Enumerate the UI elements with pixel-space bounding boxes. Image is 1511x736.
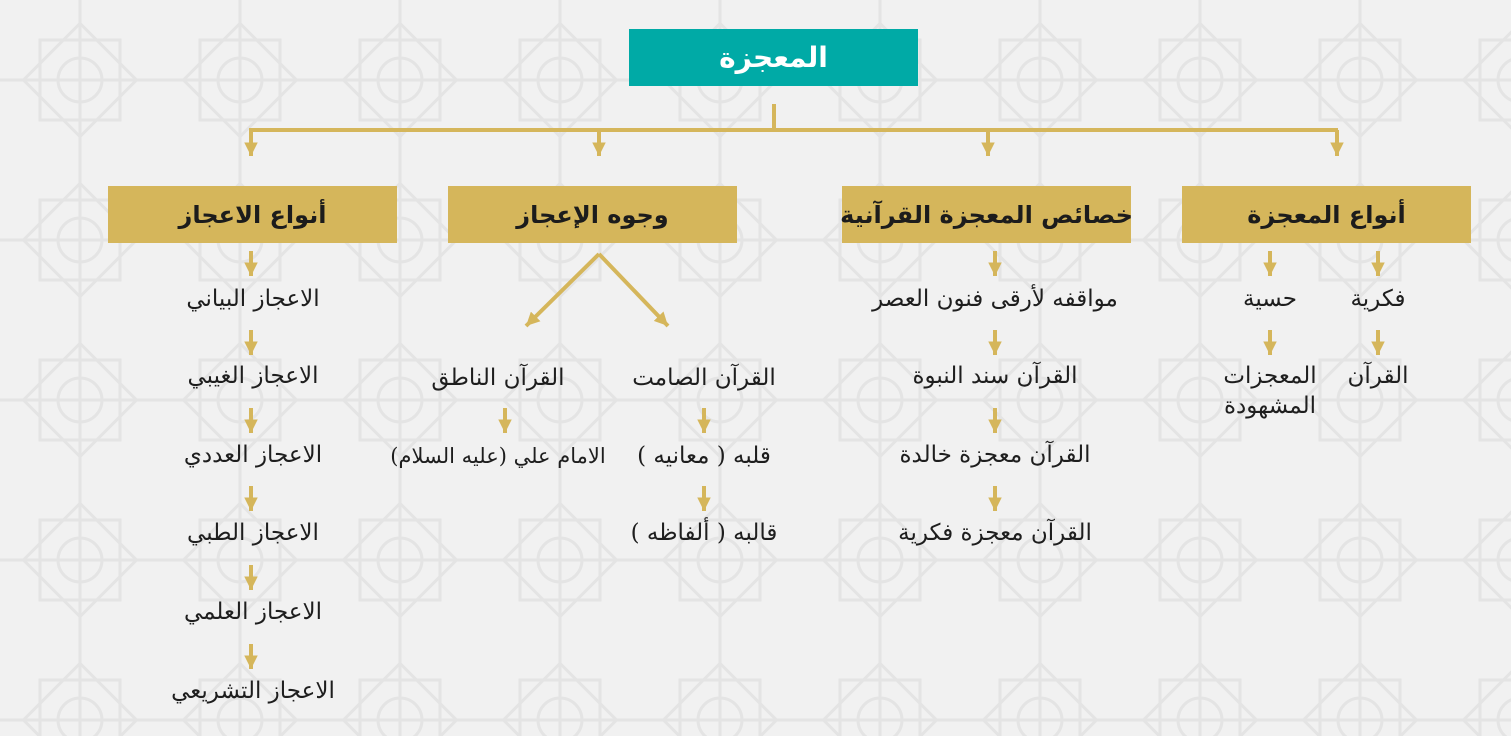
diagonal-arrow-left: [526, 254, 599, 326]
category-title: أنواع المعجزة: [1247, 200, 1406, 229]
list-item-sensory: حسية: [1242, 286, 1297, 312]
list-item: القرآن سند النبوة: [912, 363, 1078, 389]
root-node: [629, 29, 918, 86]
list-item: الاعجاز الغيبي: [187, 363, 319, 389]
category-inimitability-aspects: [448, 186, 737, 243]
list-item: القرآن معجزة فكرية: [898, 520, 1092, 546]
category-quran-miracle-traits: [842, 186, 1131, 243]
category-title: أنواع الاعجاز: [178, 200, 327, 229]
list-item: الاعجاز البياني: [186, 286, 320, 312]
list-item: الاعجاز الطبي: [187, 520, 319, 546]
category-title: وجوه الإعجاز: [516, 200, 669, 229]
list-item-witnessed-miracles: المعجزات المشهودة: [1223, 363, 1317, 419]
list-item-intellectual: فكرية: [1350, 286, 1406, 312]
list-item: القرآن معجزة خالدة: [899, 442, 1091, 468]
list-item-words: قالبه ( ألفاظه ): [630, 520, 778, 546]
list-item-quran: القرآن: [1347, 363, 1409, 389]
list-item: الاعجاز العلمي: [183, 599, 323, 625]
root-title: المعجزة: [719, 41, 828, 74]
list-item-imam-ali: الامام علي (عليه السلام): [390, 444, 606, 468]
category-miracle-types: [1182, 186, 1471, 243]
list-item: الاعجاز العددي: [183, 442, 323, 468]
diagonal-arrow-right: [599, 254, 668, 326]
list-item: الاعجاز التشريعي: [171, 678, 335, 704]
category-title: خصائص المعجزة القرآنية: [840, 200, 1133, 229]
list-item: مواقفه لأرقى فنون العصر: [872, 286, 1118, 312]
category-inimitability-types: [108, 186, 397, 243]
list-item-speaking-quran: القرآن الناطق: [431, 365, 565, 391]
list-item-silent-quran: القرآن الصامت: [632, 365, 776, 391]
list-item-meanings: قلبه ( معانيه ): [637, 443, 771, 469]
